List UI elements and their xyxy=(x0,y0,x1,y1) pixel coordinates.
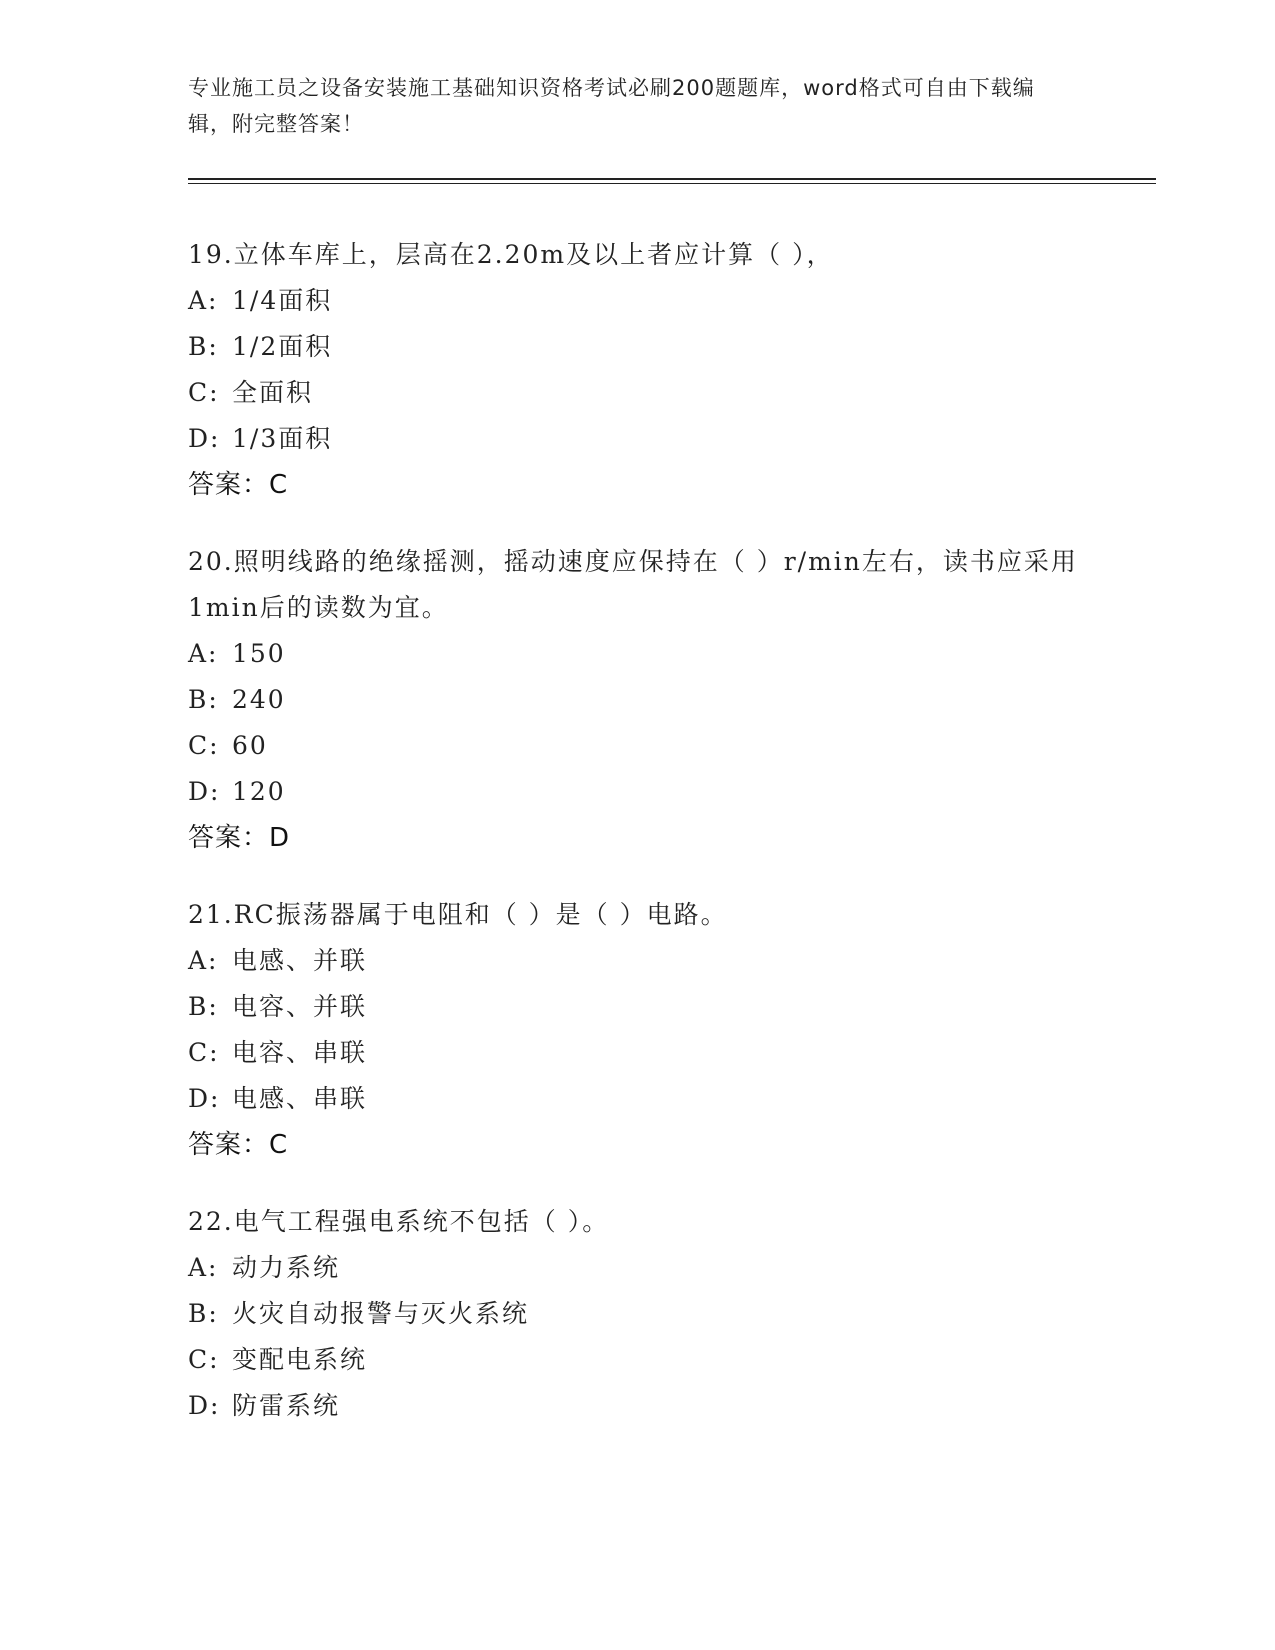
option-text: 120 xyxy=(232,777,286,806)
option-text: 变配电系统 xyxy=(232,1345,368,1374)
question-text: 20.照明线路的绝缘摇测，摇动速度应保持在（ ）r/min左右，读书应采用1min后的读数为宜。 xyxy=(188,547,1078,622)
option-b xyxy=(188,677,1108,723)
option-key: D: xyxy=(188,424,221,453)
answer: 答案：D xyxy=(188,823,291,853)
option-key: B: xyxy=(188,685,219,714)
option-key: A: xyxy=(188,1253,219,1282)
answer: 答案：C xyxy=(188,1130,289,1160)
question-list xyxy=(188,232,1108,1460)
option-key: D: xyxy=(188,1084,221,1113)
option-text: 电感、串联 xyxy=(232,1084,368,1113)
option-key: C: xyxy=(188,1345,220,1374)
option-d xyxy=(188,1076,1108,1122)
option-a xyxy=(188,938,1108,984)
option-c xyxy=(188,370,1108,416)
option-a xyxy=(188,1245,1108,1291)
option-text: 电容、串联 xyxy=(232,1038,368,1067)
question-20 xyxy=(188,539,1108,861)
option-d xyxy=(188,769,1108,815)
option-text: 1/2面积 xyxy=(232,332,333,361)
option-key: B: xyxy=(188,332,219,361)
option-d xyxy=(188,416,1108,462)
option-b xyxy=(188,324,1108,370)
option-b xyxy=(188,1291,1108,1337)
option-text: 电感、并联 xyxy=(232,946,368,975)
option-text: 60 xyxy=(232,731,268,760)
option-key: B: xyxy=(188,992,219,1021)
header-text: 专业施工员之设备安装施工基础知识资格考试必刷200题题库，word格式可自由下载编辑，附完整答案！ xyxy=(188,76,1035,136)
option-c xyxy=(188,1030,1108,1076)
option-c xyxy=(188,723,1108,769)
option-key: C: xyxy=(188,731,220,760)
option-key: A: xyxy=(188,639,219,668)
option-key: B: xyxy=(188,1299,219,1328)
option-c xyxy=(188,1337,1108,1383)
answer: 答案：C xyxy=(188,470,289,500)
option-key: A: xyxy=(188,286,219,315)
option-text: 火灾自动报警与灭火系统 xyxy=(232,1299,530,1328)
option-key: C: xyxy=(188,1038,220,1067)
option-text: 1/3面积 xyxy=(232,424,333,453)
option-text: 240 xyxy=(232,685,286,714)
question-19 xyxy=(188,232,1108,508)
question-22 xyxy=(188,1199,1108,1429)
question-text: 22.电气工程强电系统不包括（ ）。 xyxy=(188,1207,610,1236)
option-text: 动力系统 xyxy=(232,1253,341,1282)
question-text: 19.立体车库上，层高在2.20m及以上者应计算（ ）， xyxy=(188,240,834,269)
option-key: A: xyxy=(188,946,219,975)
option-key: D: xyxy=(188,1391,221,1420)
option-a xyxy=(188,631,1108,677)
option-text: 电容、并联 xyxy=(232,992,368,1021)
question-21 xyxy=(188,892,1108,1168)
option-key: C: xyxy=(188,378,220,407)
option-a xyxy=(188,278,1108,324)
option-b xyxy=(188,984,1108,1030)
option-key: D: xyxy=(188,777,221,806)
header-rule-thick xyxy=(188,178,1156,180)
header-rule-thin xyxy=(188,183,1156,184)
question-text: 21.RC振荡器属于电阻和（ ）是（ ）电路。 xyxy=(188,900,728,929)
page-header xyxy=(188,70,1078,142)
option-text: 防雷系统 xyxy=(232,1391,341,1420)
option-text: 150 xyxy=(232,639,286,668)
option-text: 1/4面积 xyxy=(232,286,333,315)
option-d xyxy=(188,1383,1108,1429)
option-text: 全面积 xyxy=(232,378,314,407)
